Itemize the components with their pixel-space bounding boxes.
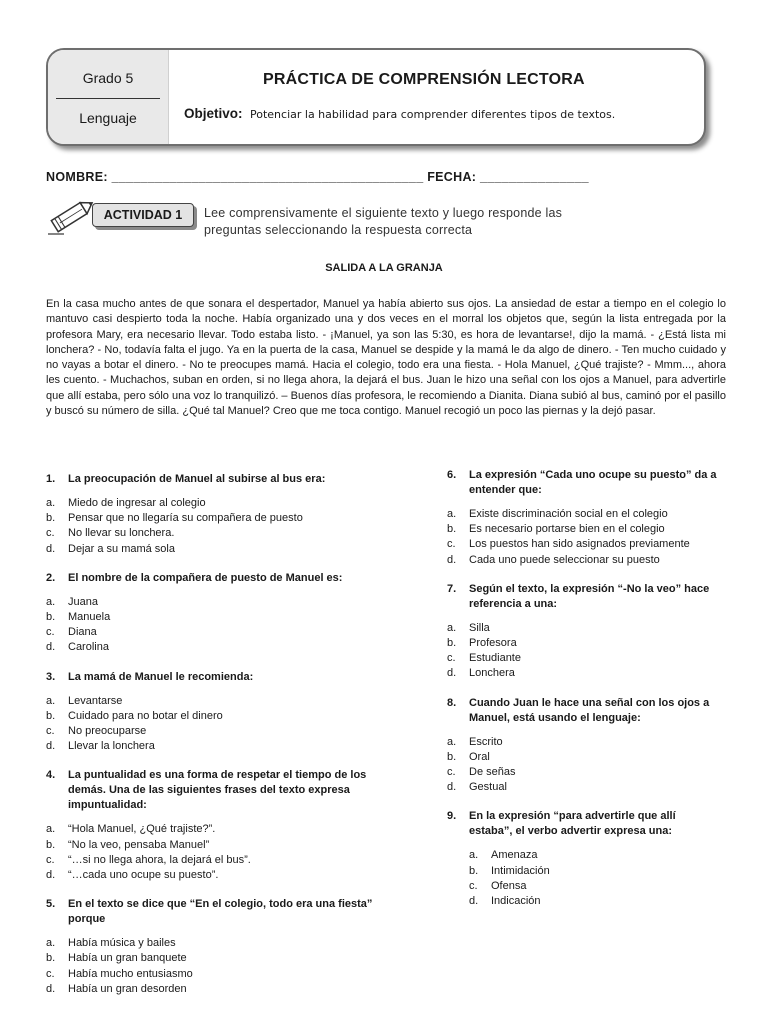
- activity-line-2: preguntas seleccionando la respuesta correcta: [204, 223, 473, 237]
- question-number: 6.: [447, 469, 457, 481]
- option-letter: b.: [469, 864, 479, 877]
- option-letter: d.: [46, 740, 56, 753]
- answer-option[interactable]: [46, 709, 406, 724]
- answer-options: [447, 621, 717, 682]
- option-text: Había mucho entusiasmo: [68, 967, 193, 980]
- option-letter: a.: [46, 694, 56, 707]
- option-letter: b.: [447, 523, 457, 536]
- answer-option[interactable]: [46, 982, 406, 997]
- activity-badge: ACTIVIDAD 1: [92, 203, 194, 227]
- option-letter: a.: [469, 849, 479, 862]
- activity-instructions: [204, 205, 654, 239]
- option-text: Dejar a su mamá sola: [68, 542, 175, 555]
- answer-options: [46, 496, 406, 557]
- option-text: Profesora: [469, 637, 517, 650]
- answer-option[interactable]: [469, 894, 717, 909]
- answer-options: [469, 848, 717, 909]
- subject-label: Lenguaje: [79, 110, 137, 126]
- answer-option[interactable]: [46, 694, 406, 709]
- option-letter: c.: [46, 626, 55, 639]
- option-text: Estudiante: [469, 652, 521, 665]
- name-field[interactable]: ___________________________________________: [111, 170, 424, 184]
- objective-text: Potenciar la habilidad para comprender diferentes tipos de textos.: [250, 108, 616, 121]
- option-letter: a.: [447, 621, 457, 634]
- question-4: [46, 768, 406, 883]
- question-text: La mamá de Manuel le recomienda:: [68, 670, 254, 683]
- answer-option[interactable]: [447, 666, 717, 681]
- option-text: “…cada uno ocupe su puesto”.: [68, 869, 219, 882]
- objective-label: Objetivo:: [184, 106, 243, 121]
- question-stem: [447, 696, 717, 726]
- answer-option[interactable]: [447, 750, 717, 765]
- question-stem: [447, 809, 717, 839]
- option-text: Lonchera: [469, 667, 515, 680]
- question-text: La preocupación de Manuel al subirse al bus era:: [68, 473, 326, 485]
- answer-options: [46, 694, 406, 755]
- option-text: Llevar la lonchera: [68, 740, 155, 753]
- answer-option[interactable]: [447, 537, 717, 552]
- option-letter: a.: [447, 735, 457, 748]
- answer-options: [447, 735, 717, 796]
- option-text: Cuidado para no botar el dinero: [68, 709, 223, 722]
- option-letter: d.: [447, 781, 457, 794]
- header-side-panel: [48, 50, 169, 144]
- option-text: Carolina: [68, 641, 109, 654]
- option-letter: d.: [46, 542, 56, 555]
- page-title: PRÁCTICA DE COMPRENSIÓN LECTORA: [263, 71, 585, 88]
- option-letter: d.: [469, 895, 479, 908]
- option-text: Pensar que no llegaría su compañera de puesto: [68, 512, 303, 525]
- question-number: 9.: [447, 810, 457, 823]
- option-letter: d.: [46, 641, 56, 654]
- question-6: [447, 468, 717, 568]
- option-letter: c.: [447, 652, 456, 665]
- answer-option[interactable]: [46, 724, 406, 739]
- option-text: Había música y bailes: [68, 937, 176, 950]
- question-text: La puntualidad es una forma de respetar el tiempo de los demás. Una de las siguientes frases del texto expresa impuntualidad:: [68, 769, 367, 812]
- option-text: No llevar su lonchera.: [68, 527, 175, 540]
- question-number: 8.: [447, 696, 457, 709]
- option-text: Ofensa: [491, 879, 527, 892]
- answer-options: [46, 936, 406, 997]
- header-box: [46, 48, 706, 146]
- option-text: Escrito: [469, 735, 503, 748]
- option-text: Diana: [68, 626, 97, 639]
- activity-line-1: Lee comprensivamente el siguiente texto y luego responde las: [204, 206, 563, 220]
- option-letter: b.: [447, 637, 457, 650]
- option-letter: b.: [46, 611, 56, 624]
- question-text: En el texto se dice que “En el colegio, todo era una fiesta” porque: [68, 898, 373, 926]
- option-letter: a.: [46, 937, 56, 950]
- name-date-line: [46, 170, 589, 184]
- answer-option[interactable]: [46, 526, 406, 541]
- question-8: [447, 696, 717, 796]
- answer-options: [447, 507, 717, 568]
- option-letter: a.: [46, 595, 56, 608]
- question-1: [46, 472, 406, 557]
- answer-option[interactable]: [447, 636, 717, 651]
- questions-left-column: [46, 472, 406, 1011]
- option-text: Levantarse: [68, 694, 123, 707]
- option-text: Oral: [469, 750, 490, 763]
- answer-option[interactable]: [46, 838, 406, 853]
- option-text: “No la veo, pensaba Manuel”: [68, 838, 210, 851]
- question-number: 1.: [46, 473, 56, 485]
- answer-option[interactable]: [46, 625, 406, 640]
- question-text: Cuando Juan le hace una señal con los ojos a Manuel, está usando el lenguaje:: [469, 696, 710, 724]
- option-text: Juana: [68, 595, 98, 608]
- question-text: Según el texto, la expresión “-No la veo” hace referencia a una:: [469, 582, 710, 610]
- option-text: Existe discriminación social en el colegio: [469, 508, 668, 520]
- answer-option[interactable]: [447, 553, 717, 568]
- question-stem: [46, 768, 406, 813]
- question-stem: [447, 582, 717, 612]
- option-letter: d.: [46, 869, 56, 882]
- story-title: SALIDA A LA GRANJA: [325, 262, 443, 274]
- answer-option[interactable]: [46, 739, 406, 754]
- answer-option[interactable]: [46, 511, 406, 526]
- option-text: De señas: [469, 766, 516, 779]
- answer-option[interactable]: [46, 640, 406, 655]
- option-text: Indicación: [491, 895, 541, 908]
- answer-option[interactable]: [46, 936, 406, 951]
- pencil-icon: [46, 196, 98, 236]
- option-text: Había un gran desorden: [68, 982, 187, 995]
- question-text: En la expresión “para advertirle que allí estaba”, el verbo advertir expresa una:: [469, 810, 676, 838]
- answer-option[interactable]: [447, 621, 717, 636]
- question-number: 2.: [46, 571, 56, 584]
- option-letter: d.: [447, 667, 457, 680]
- option-letter: c.: [46, 527, 55, 540]
- question-text: El nombre de la compañera de puesto de Manuel es:: [68, 571, 343, 584]
- answer-option[interactable]: [46, 853, 406, 868]
- date-label: FECHA:: [427, 170, 477, 184]
- answer-option[interactable]: [447, 735, 717, 750]
- question-stem: [46, 897, 406, 927]
- objective: [184, 106, 615, 121]
- option-text: Amenaza: [491, 849, 538, 862]
- question-number: 4.: [46, 769, 56, 782]
- question-number: 5.: [46, 898, 56, 911]
- answer-option[interactable]: [46, 951, 406, 966]
- name-label: NOMBRE:: [46, 170, 108, 184]
- option-letter: b.: [46, 512, 56, 525]
- option-letter: a.: [46, 823, 56, 836]
- option-letter: c.: [447, 538, 456, 551]
- question-stem: [46, 472, 406, 487]
- questions-right-column: [447, 468, 717, 923]
- answer-option[interactable]: [447, 780, 717, 795]
- option-text: “Hola Manuel, ¿Qué trajiste?”.: [68, 823, 216, 836]
- option-letter: b.: [447, 750, 457, 763]
- option-letter: d.: [447, 553, 457, 566]
- answer-option[interactable]: [447, 507, 717, 522]
- answer-option[interactable]: [469, 864, 717, 879]
- option-text: Silla: [469, 621, 490, 634]
- option-letter: c.: [46, 853, 55, 866]
- question-5: [46, 897, 406, 997]
- option-text: Había un gran banquete: [68, 952, 187, 965]
- answer-option[interactable]: [46, 595, 406, 610]
- option-text: Manuela: [68, 611, 111, 624]
- option-letter: d.: [46, 982, 56, 995]
- answer-option[interactable]: [447, 651, 717, 666]
- question-3: [46, 670, 406, 755]
- option-letter: a.: [447, 508, 457, 520]
- answer-option[interactable]: [447, 765, 717, 780]
- option-letter: b.: [46, 709, 56, 722]
- option-letter: c.: [447, 766, 456, 779]
- answer-option[interactable]: [46, 822, 406, 837]
- answer-option[interactable]: [46, 610, 406, 625]
- option-text: Intimidación: [491, 864, 550, 877]
- answer-option[interactable]: [46, 868, 406, 883]
- option-text: “…si no llega ahora, la dejará el bus”.: [68, 853, 251, 866]
- question-number: 7.: [447, 582, 457, 595]
- story-text: En la casa mucho antes de que sonara el despertador, Manuel ya había abierto sus ojos. La ansiedad de estar a tiempo en el colegio lo mantuvo casi despierto toda la noche. Había organizado una y dos veces en el morral los objetos que, según la lista entregada por la profesora Mary, era necesario llevar. Todo estaba listo. - ¡Manuel, ya son las 5:30, es hora de levantarse!, dijo la mamá. - ¿Está lista mi lonchera? - No, todavía falta el jugo. Ya en la puerta de la casa, Manuel se despide y la mamá le da algo de dinero. - Ten mucho cuidado y no vayas a botar el dinero. - No te preocupes mamá. Hacia el colegio, todo era una fiesta. - Hola Manuel, ¿Qué trajiste? - Mmm..., ahora les cuento. - Muchachos, suban en orden, si no llega ahora, la dejará el bus. Juan le hizo una señal con los ojos a Manuel, para advertirle que allí estaba, pero sólo una voz lo tranquilizó. – Buenos días profesora, le recomiendo a Dianita. Diana subió al bus, caminó por el pasillo y buscó su número de silla. ¿Qué tal Manuel? Creo que me toca contigo. Manuel recogió un poco las piernas y la dejó pasar.: [46, 298, 726, 418]
- question-number: 3.: [46, 670, 56, 683]
- question-2: [46, 571, 406, 656]
- answer-option[interactable]: [469, 879, 717, 894]
- option-text: Miedo de ingresar al colegio: [68, 497, 206, 509]
- option-text: Gestual: [469, 781, 507, 794]
- date-field[interactable]: _______________: [480, 170, 589, 184]
- header-divider: [56, 98, 160, 99]
- answer-option[interactable]: [46, 496, 406, 511]
- answer-option[interactable]: [447, 522, 717, 537]
- option-letter: b.: [46, 952, 56, 965]
- answer-options: [46, 822, 406, 883]
- question-stem: [447, 468, 717, 498]
- option-text: Es necesario portarse bien en el colegio: [469, 523, 665, 536]
- answer-option[interactable]: [46, 542, 406, 557]
- answer-options: [46, 595, 406, 656]
- answer-option[interactable]: [46, 967, 406, 982]
- option-text: Los puestos han sido asignados previamente: [469, 538, 690, 551]
- question-7: [447, 582, 717, 682]
- question-stem: [46, 670, 406, 685]
- grade-label: Grado 5: [82, 70, 134, 86]
- option-text: No preocuparse: [68, 725, 147, 738]
- question-9: [447, 809, 717, 909]
- option-letter: b.: [46, 838, 56, 851]
- option-text: Cada uno puede seleccionar su puesto: [469, 553, 660, 566]
- option-letter: c.: [46, 967, 55, 980]
- answer-option[interactable]: [469, 848, 717, 863]
- option-letter: a.: [46, 497, 56, 509]
- option-letter: c.: [46, 725, 55, 738]
- option-letter: c.: [469, 879, 478, 892]
- question-text: La expresión “Cada uno ocupe su puesto” da a entender que:: [469, 469, 717, 496]
- question-stem: [46, 571, 406, 586]
